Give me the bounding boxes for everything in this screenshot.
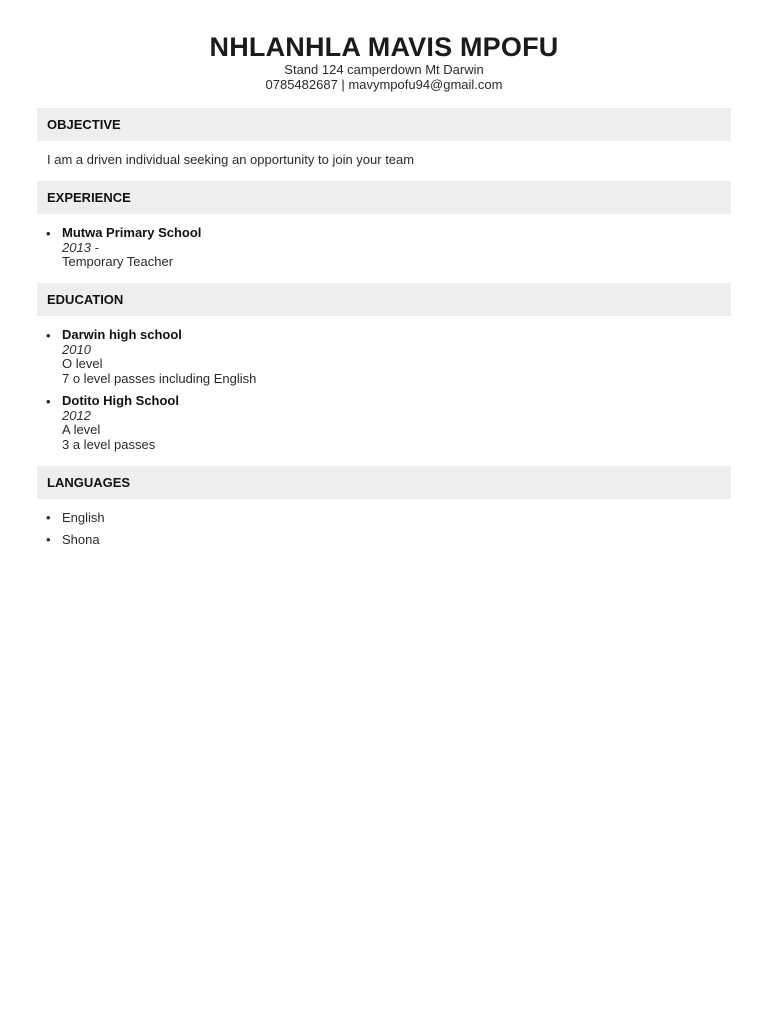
bullet-icon: • xyxy=(46,532,51,547)
language-name: English xyxy=(62,510,105,525)
bullet-icon: • xyxy=(46,328,51,343)
education-level: A level xyxy=(62,422,101,437)
experience-date: 2013 - xyxy=(62,239,99,255)
language-item xyxy=(46,532,100,547)
languages-section-heading: LANGUAGES xyxy=(37,466,731,499)
bullet-icon: • xyxy=(46,510,51,525)
objective-text: I am a driven individual seeking an opportunity to join your team xyxy=(47,152,415,167)
education-year: 2012 xyxy=(62,407,91,423)
education-entry xyxy=(46,393,179,452)
experience-section-heading: EXPERIENCE xyxy=(37,181,731,214)
education-school: Darwin high school xyxy=(62,327,182,342)
education-entry xyxy=(46,327,257,386)
experience-organization: Mutwa Primary School xyxy=(62,225,202,240)
education-year: 2010 xyxy=(62,341,91,357)
education-detail: 3 a level passes xyxy=(62,436,156,452)
education-school: Dotito High School xyxy=(62,393,179,408)
language-item xyxy=(46,510,105,525)
resume-header xyxy=(0,0,768,92)
bullet-icon: • xyxy=(46,394,51,409)
phone-email-line: 0785482687 | mavympofu94@gmail.com xyxy=(265,77,503,92)
education-level: O level xyxy=(62,356,103,371)
language-name: Shona xyxy=(62,532,100,547)
bullet-icon: • xyxy=(46,226,51,241)
experience-role: Temporary Teacher xyxy=(62,254,174,269)
experience-entry xyxy=(46,225,202,270)
education-detail: 7 o level passes including English xyxy=(62,370,257,386)
address-line: Stand 124 camperdown Mt Darwin xyxy=(284,62,484,77)
education-section-heading: EDUCATION xyxy=(37,283,731,316)
objective-section-heading: OBJECTIVE xyxy=(37,108,731,141)
candidate-name: NHLANHLA MAVIS MPOFU xyxy=(209,32,559,62)
